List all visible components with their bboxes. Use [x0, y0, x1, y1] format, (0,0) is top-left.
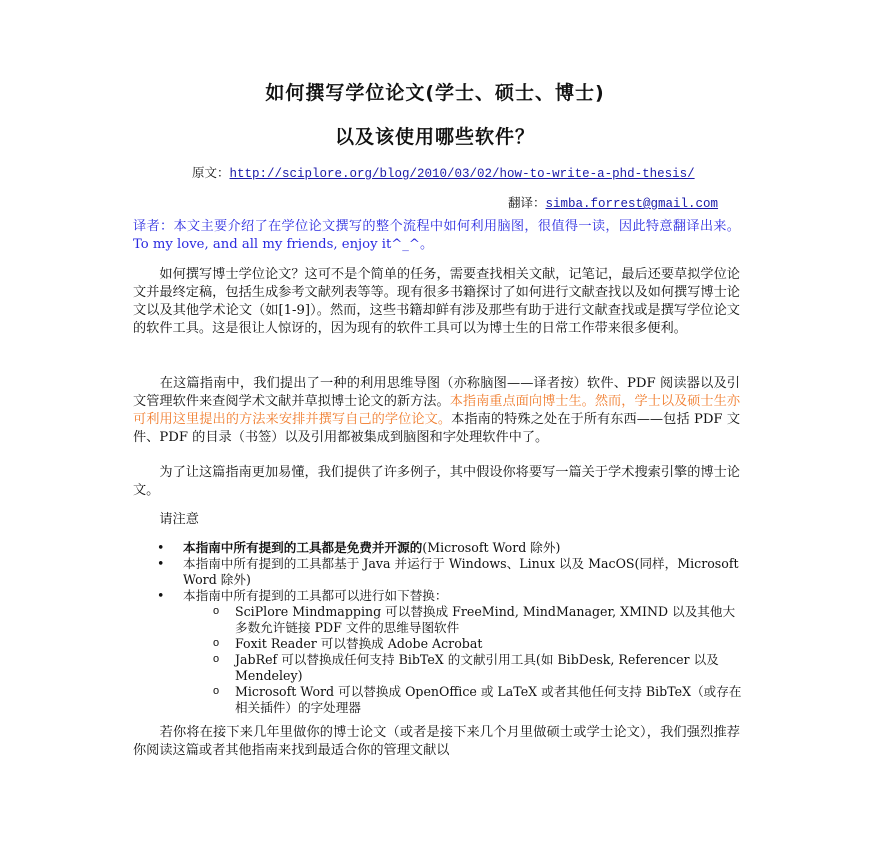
list-item — [153, 604, 743, 636]
paragraph-notice: 请注意 — [133, 512, 199, 527]
paragraph-guide-highlight: 本指南重点面向博士生。然而，学士以及硕士生亦可利用这里提出的方法来安排并撰写自己的学位论文。 — [133, 394, 741, 427]
source-label: 原文： — [192, 165, 230, 180]
paragraph-guide — [133, 375, 740, 447]
note-1-tail: (Microsoft Word 除外) — [422, 540, 561, 555]
list-item — [153, 540, 743, 556]
replacement-3: JabRef 可以替换成任何支持 BibTeX 的文献引用工具(如 BibDesk, Referencer 以及 Mendeley) — [235, 652, 719, 683]
translator-label: 翻译： — [508, 195, 546, 210]
list-item — [153, 636, 743, 652]
source-line — [192, 163, 695, 181]
paragraph-guide-part-1: 在这篇指南中，我们提出了一种的利用思维导图（亦称脑图——译者按）软件、PDF 阅读器以及引文管理软件来查阅学术文献并草拟博士论文的新方法。 — [133, 376, 740, 409]
paragraph-recommend: 若你将在接下来几年里做你的博士论文（或者是接下来几个月里做硕士或学士论文），我们强烈推荐你阅读这篇或者其他指南来找到最适合你的管理文献以 — [133, 725, 740, 758]
paragraph-guide-part-2: 本指南的特殊之处在于所有东西——包括 PDF 文件、PDF 的目录（书签）以及引用都被集成到脑图和字处理软件中了。 — [133, 412, 741, 445]
replacement-4: Microsoft Word 可以替换成 OpenOffice 或 LaTeX 或者其他任何支持 BibTeX（或存在相关插件）的字处理器 — [235, 684, 742, 715]
replacement-list — [153, 604, 743, 716]
title-line-1: 如何撰写学位论文(学士、硕士、博士) — [265, 82, 605, 104]
note-2: 本指南中所有提到的工具都基于 Java 并运行于 Windows、Linux 以及 MacOS(同样，Microsoft Word 除外) — [183, 556, 739, 587]
note-3: 本指南中所有提到的工具都可以进行如下替换： — [183, 588, 448, 603]
source-link[interactable]: http://sciplore.org/blog/2010/03/02/how-to-write-a-phd-thesis/ — [229, 167, 695, 181]
list-item — [153, 684, 743, 716]
list-item — [153, 588, 743, 716]
replacement-2: Foxit Reader 可以替换成 Adobe Acrobat — [235, 636, 483, 651]
notes-list — [153, 540, 743, 716]
paragraph-intro: 如何撰写博士学位论文？这可不是个简单的任务，需要查找相关文献，记笔记，最后还要草拟学位论文并最终定稿，包括生成参考文献列表等等。现有很多书籍探讨了如何进行文献查找以及如何撰写博士论文以及其他学术论文（如[1-9]）。然而，这些书籍却鲜有涉及那些有助于进行文献查找或是撰写学位论文的软件工具。这是很让人惊讶的，因为现有的软件工具可以为博士生的日常工作带来很多便利。 — [133, 267, 740, 336]
list-item — [153, 652, 743, 684]
translator-email-link[interactable]: simba.forrest@gmail.com — [545, 197, 719, 211]
replacement-1: SciPlore Mindmapping 可以替换成 FreeMind, MindManager, XMIND 以及其他大多数允许链接 PDF 文件的思维导图软件 — [235, 604, 736, 635]
translator-note: 译者：本文主要介绍了在学位论文撰写的整个流程中如何利用脑图，很值得一读，因此特意翻译出来。To my love, and all my friends, enjoy it^_^。 — [133, 219, 740, 252]
list-item — [153, 556, 743, 588]
translator-line — [508, 193, 718, 211]
paragraph-examples: 为了让这篇指南更加易懂，我们提供了许多例子，其中假设你将要写一篇关于学术搜索引擎的博士论文。 — [133, 465, 740, 498]
title-line-2: 以及该使用哪些软件？ — [334, 126, 535, 148]
note-1-bold: 本指南中所有提到的工具都是免费并开源的 — [183, 540, 423, 555]
